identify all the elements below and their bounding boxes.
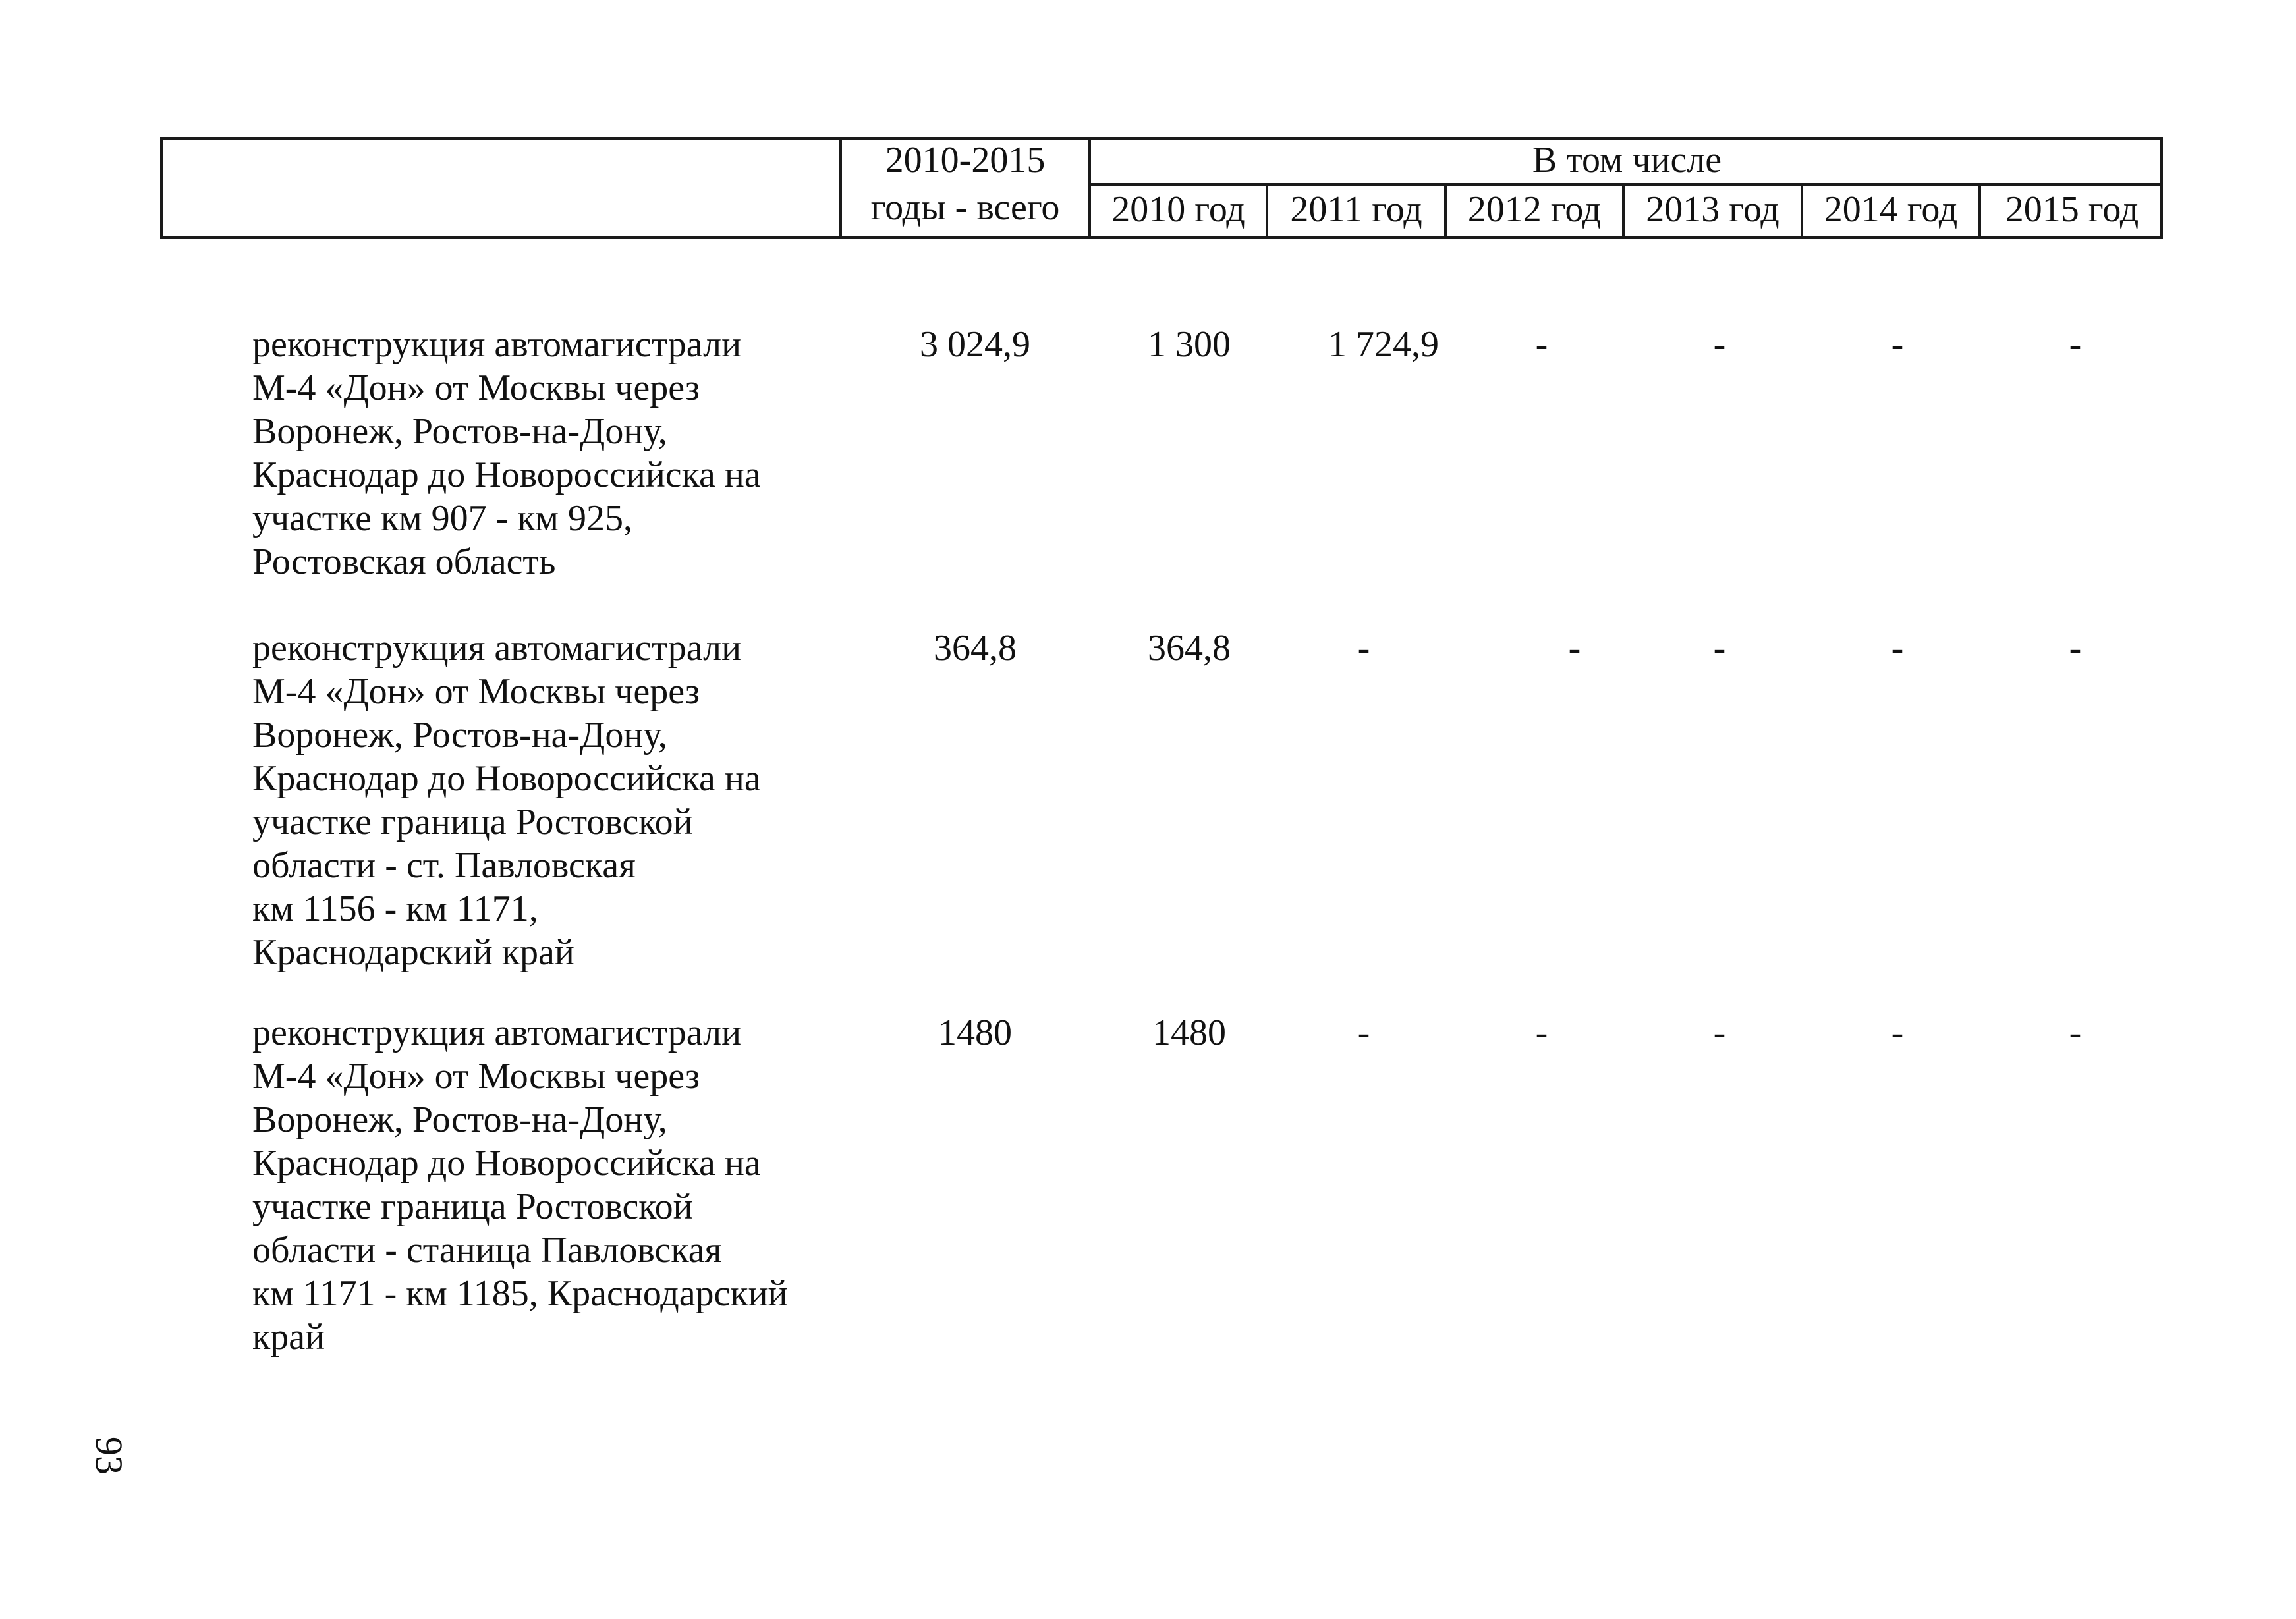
row-1-2013: - (1713, 324, 1726, 365)
header-year-2013: 2013 год (1646, 189, 1779, 230)
row-1-total: 3 024,9 (920, 324, 1030, 365)
description-line: Воронеж, Ростов-на-Дону, (252, 411, 667, 452)
description-line: Краснодар до Новороссийска на (252, 1143, 761, 1184)
description-line: области - станица Павловская (252, 1230, 722, 1271)
row-3-2014: - (1891, 1012, 1904, 1053)
header-year-2012: 2012 год (1467, 189, 1602, 230)
description-line: М-4 «Дон» от Москвы через (252, 1056, 700, 1097)
row-3-total: 1480 (938, 1012, 1012, 1053)
row-3-2010: 1480 (1152, 1012, 1226, 1053)
description-line: Ростовская область (252, 541, 556, 582)
description-line: край (252, 1317, 325, 1358)
row-3-2015: - (2069, 1012, 2082, 1053)
description-line: участке граница Ростовской (252, 1186, 693, 1227)
page-number: 93 (88, 1437, 130, 1475)
row-1-description (252, 323, 826, 584)
row-3-2011: - (1357, 1012, 1370, 1053)
description-line: М-4 «Дон» от Москвы через (252, 671, 700, 712)
description-line: км 1171 - км 1185, Краснодарский (252, 1273, 788, 1314)
header-year-2011: 2011 год (1290, 189, 1422, 230)
row-3-2012: - (1535, 1012, 1548, 1053)
description-line: км 1156 - км 1171, (252, 889, 538, 929)
row-2-2014: - (1891, 628, 1904, 669)
row-1-2012: - (1535, 324, 1548, 365)
header-year-2010: 2010 год (1111, 189, 1245, 230)
row-1-2014: - (1891, 324, 1904, 365)
row-2-total: 364,8 (934, 628, 1017, 669)
row-2-description (252, 626, 826, 974)
description-line: участке граница Ростовской (252, 802, 693, 842)
description-line: Краснодар до Новороссийска на (252, 454, 761, 495)
description-line: реконструкция автомагистрали (252, 1012, 742, 1053)
header-total-line1: 2010-2015 (885, 140, 1046, 180)
row-1-2015: - (2069, 324, 2082, 365)
description-line: М-4 «Дон» от Москвы через (252, 368, 700, 408)
header-year-2014: 2014 год (1824, 189, 1958, 230)
row-2-2013: - (1713, 628, 1726, 669)
header-total-line2: годы - всего (870, 187, 1060, 228)
description-line: реконструкция автомагистрали (252, 324, 742, 365)
row-2-2015: - (2069, 628, 2082, 669)
description-line: Краснодар до Новороссийска на (252, 758, 761, 799)
description-line: реконструкция автомагистрали (252, 628, 742, 669)
row-2-2010: 364,8 (1148, 628, 1231, 669)
row-2-2011: - (1357, 628, 1370, 669)
description-line: Воронеж, Ростов-на-Дону, (252, 715, 667, 755)
row-1-2011: 1 724,9 (1328, 324, 1439, 365)
header-year-2015: 2015 год (2005, 189, 2139, 230)
header-including: В том числе (1532, 140, 1722, 180)
row-3-description (252, 1011, 826, 1359)
description-line: области - ст. Павловская (252, 845, 636, 886)
header-divider (1088, 183, 2163, 186)
row-3-2013: - (1713, 1012, 1726, 1053)
description-line: Воронеж, Ростов-на-Дону, (252, 1099, 667, 1140)
description-line: Краснодарский край (252, 932, 574, 973)
row-1-2010: 1 300 (1148, 324, 1231, 365)
description-line: участке км 907 - км 925, (252, 498, 632, 539)
row-2-2012: - (1568, 628, 1581, 669)
